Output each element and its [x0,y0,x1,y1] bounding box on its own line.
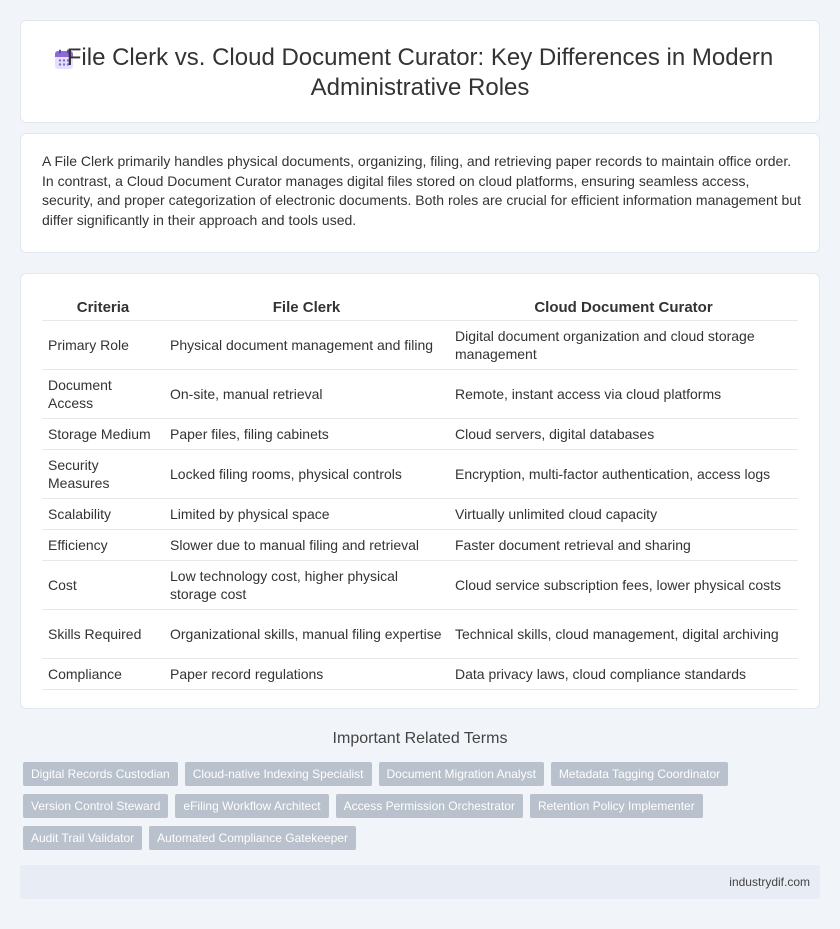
related-term-tag[interactable]: Digital Records Custodian [23,762,178,786]
page-title: File Clerk vs. Cloud Document Curator: Key Differences in Modern Administrative Roles [66,44,774,101]
row-cloud-curator: Cloud servers, digital databases [449,418,798,449]
table-row [42,498,798,529]
footer-site-link[interactable]: industrydif.com [729,875,810,889]
row-cloud-curator: Encryption, multi-factor authentication, access logs [449,449,798,498]
related-terms-heading: Important Related Terms [332,730,508,747]
table-row [42,369,798,418]
row-criteria: Primary Role [42,320,164,369]
row-file-clerk: Organizational skills, manual filing expertise [164,609,449,658]
related-term-tag[interactable]: eFiling Workflow Architect [175,794,328,818]
table-row [42,560,798,609]
row-cloud-curator: Faster document retrieval and sharing [449,529,798,560]
tag-row [23,826,823,850]
table-row [42,320,798,369]
related-term-tag[interactable]: Cloud-native Indexing Specialist [185,762,372,786]
row-file-clerk: Physical document management and filing [164,320,449,369]
row-cloud-curator: Virtually unlimited cloud capacity [449,498,798,529]
row-criteria: Document Access [42,369,164,418]
tag-row [23,794,823,818]
row-cloud-curator: Cloud service subscription fees, lower physical costs [449,560,798,609]
table-row [42,449,798,498]
related-terms-list [23,762,823,858]
footer [20,865,820,899]
row-criteria: Scalability [42,498,164,529]
row-criteria: Storage Medium [42,418,164,449]
row-file-clerk: Slower due to manual filing and retrieval [164,529,449,560]
header-cloud-curator: Cloud Document Curator [449,296,798,320]
comparison-table [42,296,798,690]
related-term-tag[interactable]: Version Control Steward [23,794,168,818]
comparison-card [20,273,820,709]
table-row [42,609,798,658]
header-file-clerk: File Clerk [164,296,449,320]
row-file-clerk: Low technology cost, higher physical storage cost [164,560,449,609]
row-cloud-curator: Technical skills, cloud management, digital archiving [449,609,798,658]
row-file-clerk: Paper files, filing cabinets [164,418,449,449]
related-term-tag[interactable]: Metadata Tagging Coordinator [551,762,728,786]
related-term-tag[interactable]: Automated Compliance Gatekeeper [149,826,356,850]
related-term-tag[interactable]: Retention Policy Implementer [530,794,703,818]
row-criteria: Compliance [42,658,164,689]
related-term-tag[interactable]: Audit Trail Validator [23,826,142,850]
table-row [42,529,798,560]
row-criteria: Security Measures [42,449,164,498]
table-row [42,658,798,689]
row-file-clerk: Locked filing rooms, physical controls [164,449,449,498]
row-criteria: Efficiency [42,529,164,560]
row-cloud-curator: Remote, instant access via cloud platforms [449,369,798,418]
row-criteria: Cost [42,560,164,609]
row-criteria: Skills Required [42,609,164,658]
row-file-clerk: Paper record regulations [164,658,449,689]
row-cloud-curator: Data privacy laws, cloud compliance standards [449,658,798,689]
header-criteria: Criteria [42,296,164,320]
title-card [20,20,820,123]
row-file-clerk: Limited by physical space [164,498,449,529]
related-term-tag[interactable]: Access Permission Orchestrator [336,794,523,818]
related-term-tag[interactable]: Document Migration Analyst [379,762,544,786]
intro-card [20,133,820,253]
table-header-row [42,296,798,320]
row-file-clerk: On-site, manual retrieval [164,369,449,418]
row-cloud-curator: Digital document organization and cloud storage management [449,320,798,369]
intro-paragraph: A File Clerk primarily handles physical documents, organizing, filing, and retrieving paper records to maintain office order. In contrast, a Cloud Document Curator manages digital files stored on cloud platforms, ensuring seamless access, security, and proper categorization of electronic documents. Both roles are crucial for efficient information management but differ significantly in their approach and tools used. [42,153,801,228]
tag-row [23,762,823,786]
table-row [42,418,798,449]
